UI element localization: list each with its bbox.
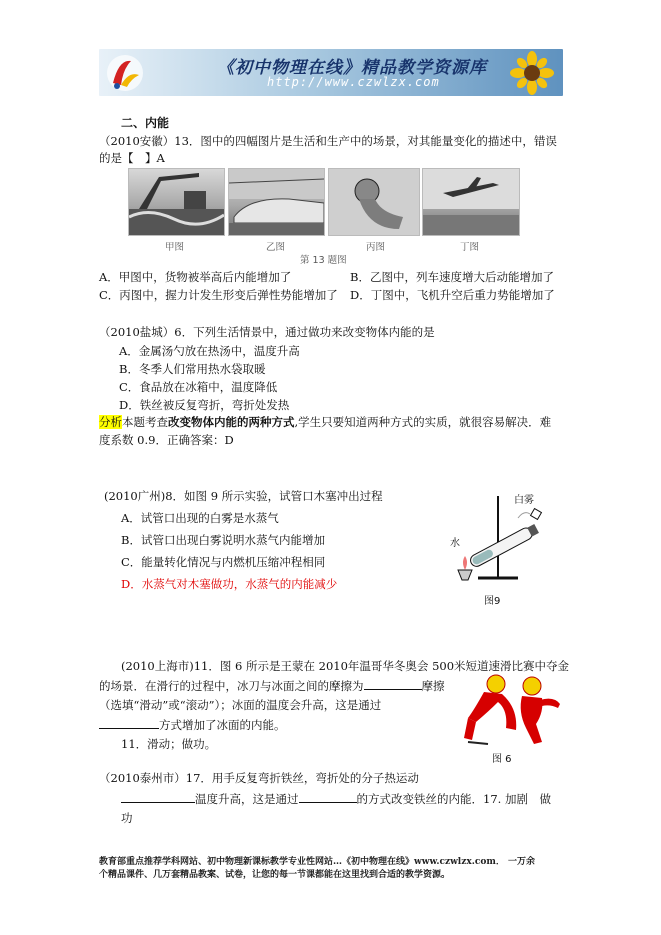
photo-label-jia: 甲图 (165, 242, 185, 253)
banner-url[interactable]: http://www.czwlzx.com (267, 75, 440, 89)
q1-option-a: A．甲图中，货物被举高后内能增加了 (99, 270, 292, 284)
q1-option-b: B．乙图中，列车速度增大后动能增加了 (350, 270, 554, 284)
figure-label-steam: 白雾 (514, 495, 534, 506)
sunflower-icon (509, 51, 555, 95)
site-logo-icon (105, 53, 145, 93)
q5-blank-1 (121, 791, 195, 803)
q5-line3: 功 (121, 811, 133, 825)
photo-label-ding: 丁图 (460, 242, 480, 253)
photo-label-bing: 丙图 (366, 242, 386, 253)
airplane-image-icon (423, 169, 519, 235)
train-image-icon (229, 169, 324, 235)
analysis-tag: 分析 (99, 415, 122, 429)
q2-option-d: D．铁丝被反复弯折，弯折处发热 (119, 398, 290, 412)
q3-option-d-answer: D．水蒸气对木塞做功，水蒸气的内能减少 (121, 577, 338, 591)
crane-image-icon (129, 169, 224, 235)
q5-line2 (99, 791, 551, 807)
q2-option-c: C．食品放在冰箱中，温度降低 (119, 380, 278, 394)
photo-grip-strength-meter (328, 168, 420, 236)
q3-option-a: A．试管口出现的白雾是水蒸气 (121, 511, 279, 525)
q4-blank-1 (364, 678, 422, 690)
q2-option-b: B．冬季人们常用热水袋取暖 (119, 362, 266, 376)
footer-line1: 教育部重点推荐学科网站、初中物理新课标教学专业性网站…《初中物理在线》www.czwlzx.com． 一万余 (99, 857, 535, 867)
q5-blank-2 (299, 791, 357, 803)
q1-stem-line1: （2010安徽）13．图中的四幅图片是生活和生产中的场景，对其能量变化的描述中，错误 (99, 134, 557, 148)
banner-title: 《初中物理在线》精品教学资源库 (217, 58, 487, 78)
q1-stem-line2: 的是【 】A (99, 151, 165, 165)
figure-9-caption: 图9 (484, 596, 501, 607)
hand-gripper-image-icon (329, 169, 419, 235)
q5-line1: （2010泰州市）17．用手反复弯折铁丝，弯折处的分子热运动 (99, 771, 419, 785)
photo-crane-lifting-cargo (128, 168, 225, 236)
q4-blank-2 (99, 717, 159, 729)
section-heading: 二、内能 (121, 116, 170, 130)
q4-line1: (2010上海市)11．图 6 所示是王蒙在 2010年温哥华冬奥会 500米短道速滑比赛中夺金 (121, 659, 570, 673)
photo-label-yi: 乙图 (266, 242, 286, 253)
q1-option-d: D．丁图中，飞机升空后重力势能增加了 (350, 288, 555, 302)
speed-skaters-figure (462, 672, 564, 748)
q4-line2 (99, 678, 445, 694)
analysis-pre: 本题考查 (122, 415, 168, 429)
header-banner (99, 49, 563, 96)
photo-airplane-takeoff (422, 168, 520, 236)
q4-line2-text: 的场景．在滑行的过程中，冰刀与冰面之间的摩擦为 (99, 679, 364, 693)
q4-line4-end: 方式增加了冰面的内能。 (159, 718, 286, 732)
q4-line2-end: 摩擦 (421, 679, 445, 693)
q4-line4 (99, 717, 286, 733)
figure-label-water: 水 (450, 538, 460, 549)
q2-analysis (99, 414, 551, 430)
q5-line2-end: 的方式改变铁丝的内能．17. 加剧 做 (356, 792, 551, 806)
q3-stem: (2010广州)8．如图 9 所示实验，试管口木塞冲出过程 (104, 489, 383, 503)
q4-line3: （选填“滑动”或“滚动”）；冰面的温度会升高，这是通过 (99, 698, 382, 712)
q3-option-c: C．能量转化情况与内燃机压缩冲程相同 (121, 555, 326, 569)
photo-train (228, 168, 325, 236)
q1-option-c: C．丙图中，握力计发生形变后弹性势能增加了 (99, 288, 338, 302)
q2-stem: （2010盐城）6．下列生活情景中，通过做功来改变物体内能的是 (99, 325, 435, 339)
analysis-bold: 改变物体内能的两种方式 (168, 415, 295, 429)
page-footer (99, 856, 535, 882)
analysis-post: ,学生只要知道两种方式的实质，就很容易解决．难 (294, 415, 552, 429)
q4-answer: 11．滑动；做功。 (121, 737, 217, 751)
figure-6-caption: 图 6 (492, 754, 512, 765)
footer-line2: 个精品课件、几万套精品教案、试卷，让您的每一节课都能在这里找到合适的教学资源。 (99, 870, 451, 880)
q2-analysis-line2: 度系数 0.9．正确答案：D (99, 433, 234, 447)
q1-figure-caption: 第 13 题图 (300, 255, 347, 266)
q2-option-a: A．金属汤勺放在热汤中，温度升高 (119, 344, 300, 358)
q5-line2-mid: 温度升高，这是通过 (195, 792, 299, 806)
q3-option-b: B．试管口出现白雾说明水蒸气内能增加 (121, 533, 325, 547)
